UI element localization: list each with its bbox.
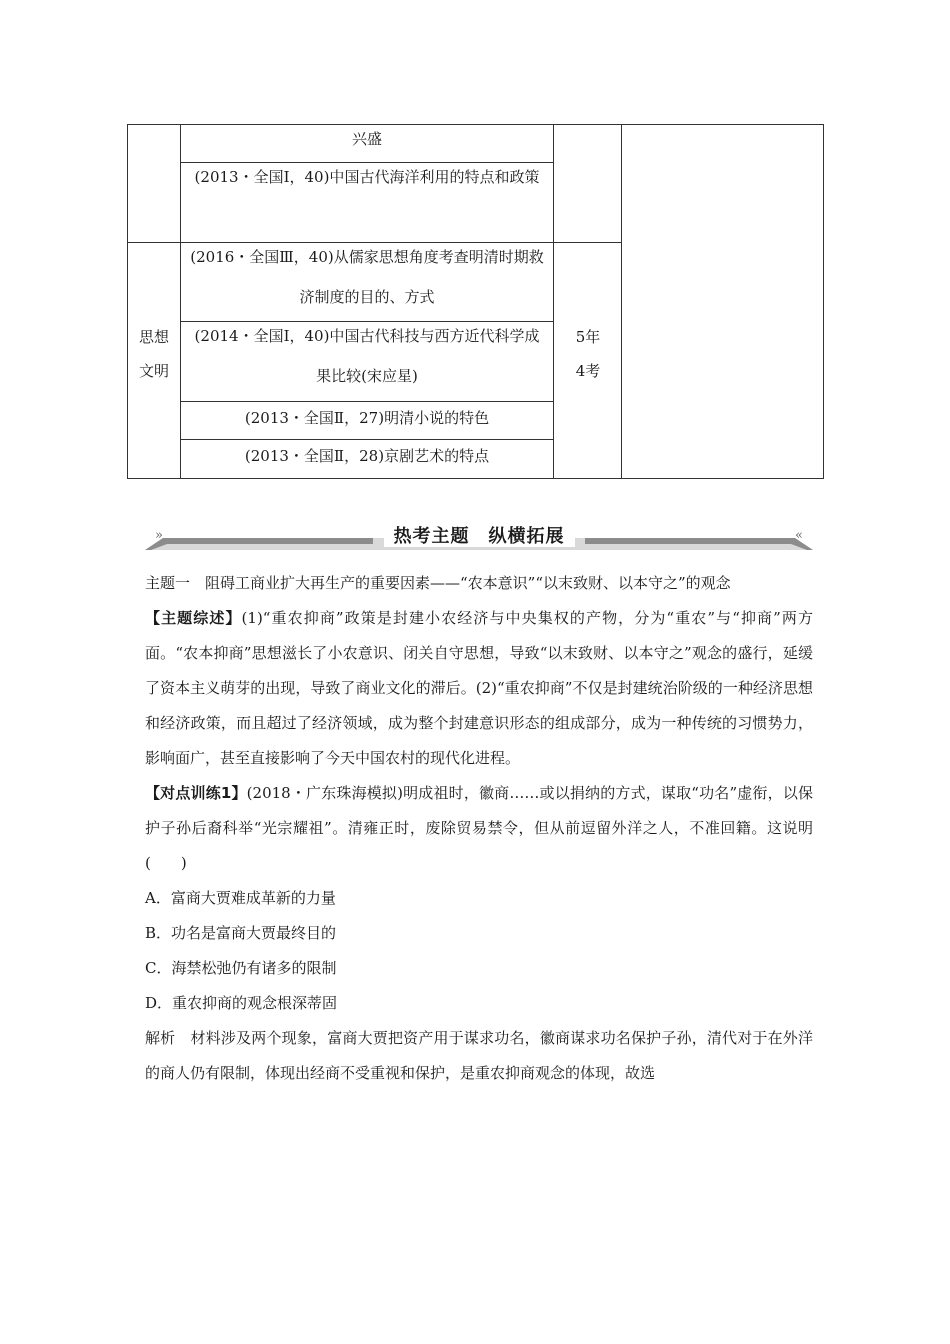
exercise-text: (2018・广东珠海模拟)明成祖时，徽商……或以捐纳的方式，谋取“功名”虚衔，以保护子孙后裔科举“光宗耀祖”。清雍正时，废除贸易禁令，但从前逗留外洋之人，不准回籍。这说明( ) [145,784,813,872]
exercise-label: 【对点训练1】 [145,784,247,802]
exercise-question [145,776,813,881]
table-frequency: 5年4考 [575,328,601,380]
summary-label: 【主题综述】 [145,609,242,627]
table-cell-row1: 兴盛 [351,130,382,148]
table-cell-row3: (2016・全国Ⅲ，40)从儒家思想角度考查明清时期救济制度的目的、方式 [190,248,544,306]
section-banner [145,518,813,554]
topic-section [145,566,813,1091]
exam-table [127,124,824,479]
option-b: B．功名是富商大贾最终目的 [145,924,337,942]
table-category: 思想文明 [138,328,169,380]
option-c: C．海禁松弛仍有诸多的限制 [145,959,337,977]
topic-heading: 主题一 阻碍工商业扩大再生产的重要因素——“农本意识”“以末致财、以本守之”的观念 [145,574,731,592]
table-cell-row6: (2013・全国Ⅱ，28)京剧艺术的特点 [244,447,490,465]
banner-left-mark: » [155,528,163,543]
summary-text: (1)“重农抑商”政策是封建小农经济与中央集权的产物，分为“重农”与“抑商”两方面。“农本抑商”思想滋长了小农意识、闭关自守思想，导致“以末致财、以本守之”观念的盛行，延缓了资本主义萌芽的出现，导致了商业文化的滞后。(2)“重农抑商”不仅是封建统治阶级的一种经济思想和经济政策，而且超过了经济领域，成为整个封建意识形态的组成部分，成为一种传统的习惯势力，影响面广，甚至直接影响了今天中国农村的现代化进程。 [145,609,813,767]
table-cell-row2: (2013・全国Ⅰ，40)中国古代海洋利用的特点和政策 [194,168,540,186]
table-cell-row4: (2014・全国Ⅰ，40)中国古代科技与西方近代科学成果比较(宋应星) [194,327,540,385]
analysis-text: 解析 材料涉及两个现象，富商大贾把资产用于谋求功名，徽商谋求功名保护子孙，清代对于在外洋的商人仍有限制，体现出经商不受重视和保护，是重农抑商观念的体现，故选 [145,1029,813,1082]
topic-summary [145,601,813,776]
banner-title: 热考主题 纵横拓展 [384,526,575,547]
banner-right-mark: « [795,528,803,543]
table-cell-row5: (2013・全国Ⅱ，27)明清小说的特色 [244,409,490,427]
option-d: D．重农抑商的观念根深蒂固 [145,994,338,1012]
option-a: A．富商大贾难成革新的力量 [145,889,336,907]
